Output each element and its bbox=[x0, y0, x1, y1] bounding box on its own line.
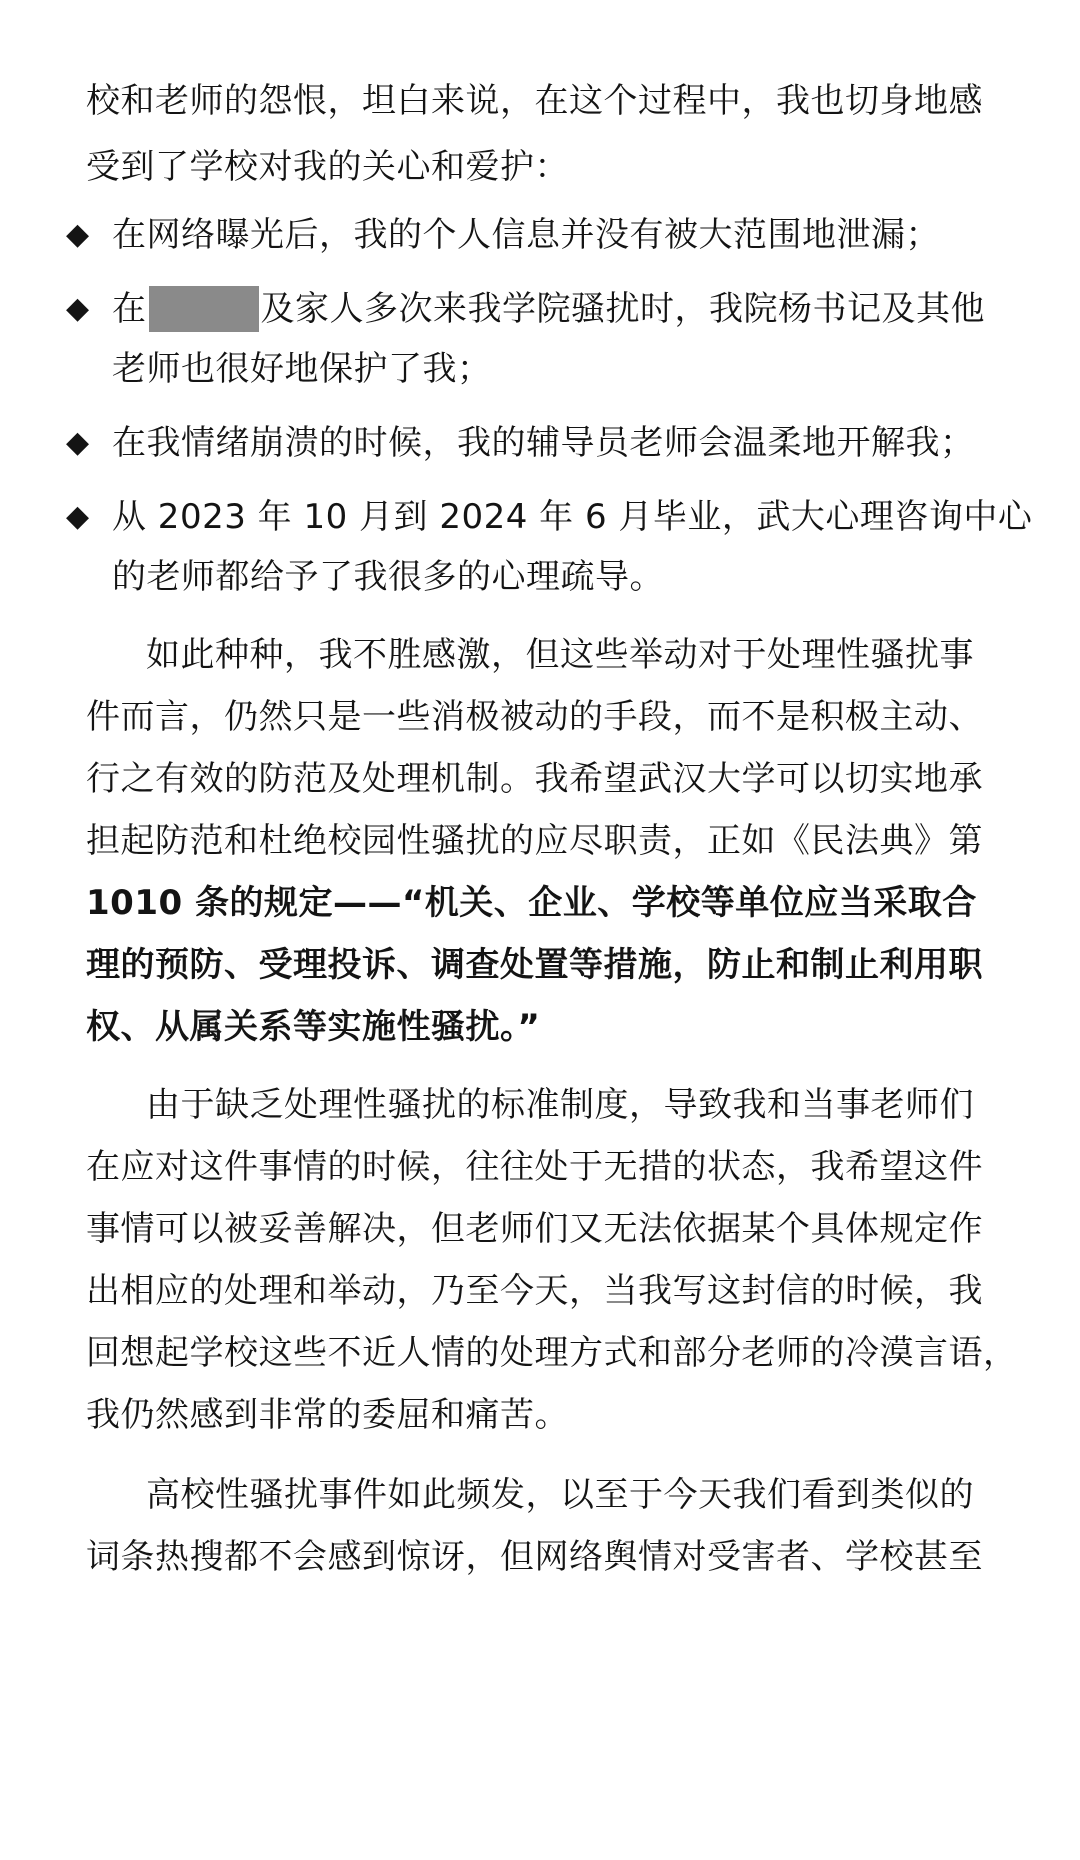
bullet-text-after-redaction: 及家人多次来我学院骚扰时，我院杨书记及其他 bbox=[260, 289, 985, 329]
paragraph-line: 在应对这件事情的时候，往往处于无措的状态，我希望这件 bbox=[86, 1147, 983, 1187]
paragraph-line: 词条热搜都不会感到惊讶，但网络舆情对受害者、学校甚至 bbox=[86, 1537, 983, 1577]
bullet-line bbox=[112, 286, 985, 332]
bullet-text-before-redaction: 在 bbox=[112, 289, 147, 329]
paragraph-line: 出相应的处理和举动，乃至今天，当我写这封信的时候，我 bbox=[86, 1271, 983, 1311]
paragraph-line: 高校性骚扰事件如此频发，以至于今天我们看到类似的 bbox=[146, 1475, 974, 1515]
paragraph-line-bold: 权、从属关系等实施性骚扰。” bbox=[86, 1007, 541, 1047]
diamond-bullet-icon: ◆ bbox=[66, 425, 90, 460]
paragraph-line: 回想起学校这些不近人情的处理方式和部分老师的冷漠言语， bbox=[86, 1333, 1018, 1373]
bullet-line: 从 2023 年 10 月到 2024 年 6 月毕业，武大心理咨询中心 bbox=[112, 497, 1033, 537]
paragraph-line-bold: 理的预防、受理投诉、调查处置等措施，防止和制止利用职 bbox=[86, 945, 983, 985]
paragraph-line-bold: 1010 条的规定——“机关、企业、学校等单位应当采取合 bbox=[86, 883, 977, 923]
paragraph-line: 行之有效的防范及处理机制。我希望武汉大学可以切实地承 bbox=[86, 759, 983, 799]
diamond-bullet-icon: ◆ bbox=[66, 217, 90, 252]
paragraph-line: 由于缺乏处理性骚扰的标准制度，导致我和当事老师们 bbox=[146, 1085, 974, 1125]
bullet-line: 的老师都给予了我很多的心理疏导。 bbox=[112, 557, 664, 597]
paragraph-line: 件而言，仍然只是一些消极被动的手段，而不是积极主动、 bbox=[86, 697, 983, 737]
text-line: 受到了学校对我的关心和爱护： bbox=[86, 147, 569, 187]
paragraph-line: 事情可以被妥善解决，但老师们又无法依据某个具体规定作 bbox=[86, 1209, 983, 1249]
bullet-line: 老师也很好地保护了我； bbox=[112, 349, 492, 389]
bullet-line: 在我情绪崩溃的时候，我的辅导员老师会温柔地开解我； bbox=[112, 423, 975, 463]
paragraph-line: 我仍然感到非常的委屈和痛苦。 bbox=[86, 1395, 569, 1435]
paragraph-line: 担起防范和杜绝校园性骚扰的应尽职责，正如《民法典》第 bbox=[86, 821, 983, 861]
bullet-line: 在网络曝光后，我的个人信息并没有被大范围地泄漏； bbox=[112, 215, 940, 255]
redaction-box bbox=[149, 286, 259, 332]
diamond-bullet-icon: ◆ bbox=[66, 291, 90, 326]
paragraph-line: 如此种种，我不胜感激，但这些举动对于处理性骚扰事 bbox=[146, 635, 974, 675]
diamond-bullet-icon: ◆ bbox=[66, 499, 90, 534]
text-line: 校和老师的怨恨，坦白来说，在这个过程中，我也切身地感 bbox=[86, 81, 983, 121]
